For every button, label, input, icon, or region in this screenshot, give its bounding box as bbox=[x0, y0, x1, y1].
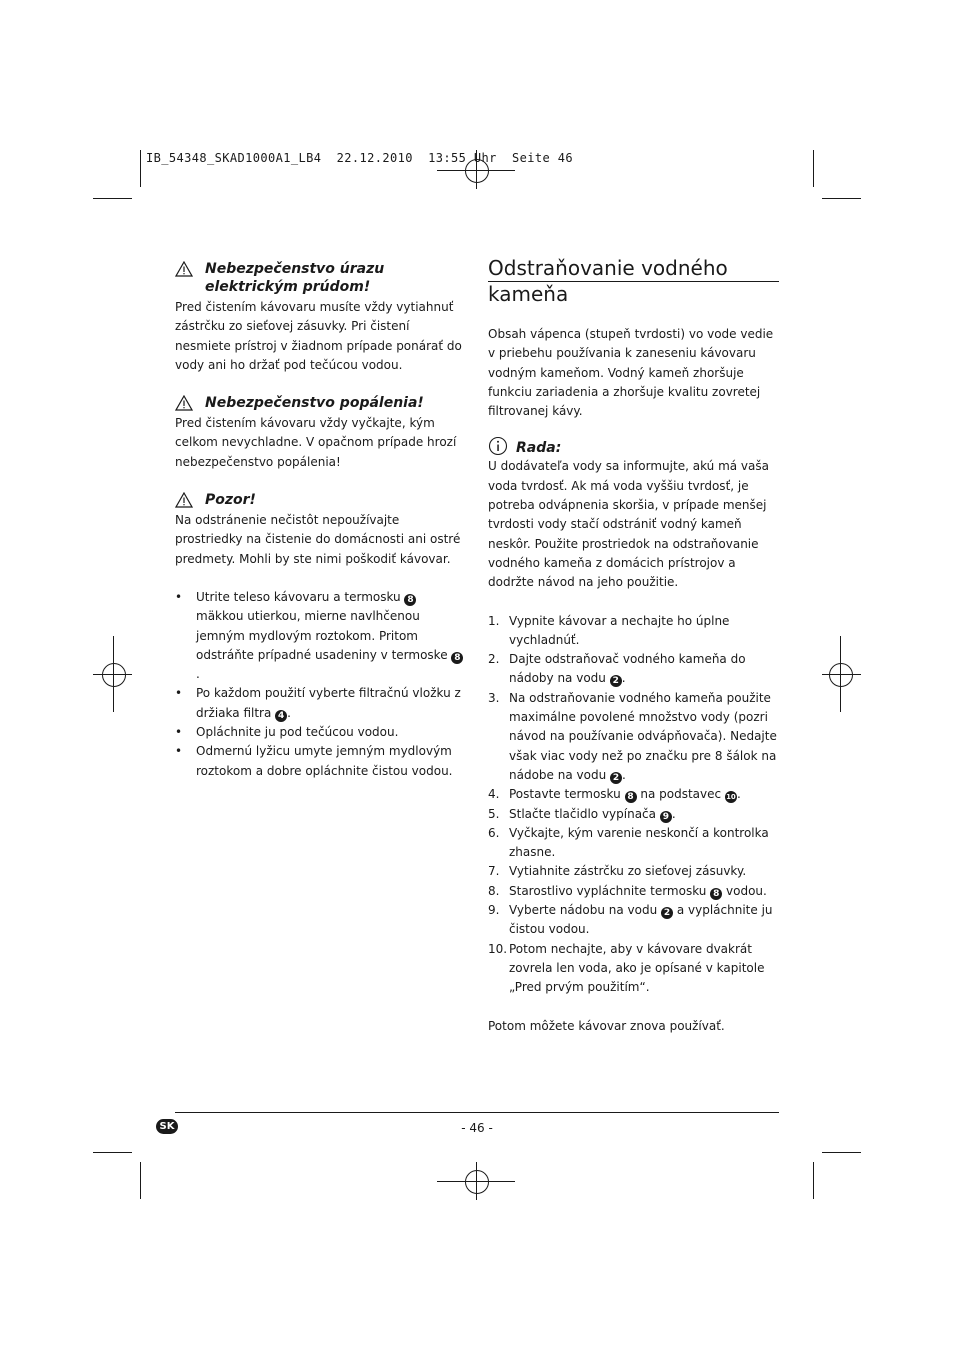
title-rule bbox=[488, 281, 779, 282]
part-badge: 10 bbox=[726, 793, 736, 802]
info-icon bbox=[488, 436, 508, 456]
list-item: 8. Starostlivo vypláchnite termosku 8 vodou. bbox=[488, 883, 767, 899]
section-burn bbox=[175, 394, 467, 472]
section-heading: Nebezpečenstvo úrazu elektrickým prúdom! bbox=[205, 261, 385, 295]
page-number: - 46 - bbox=[461, 1121, 493, 1135]
list-item: • Opláchnite ju pod tečúcou vodou. bbox=[175, 725, 399, 740]
part-badge: 8 bbox=[404, 594, 416, 606]
part-badge: 8 bbox=[625, 791, 637, 803]
list-item: 5. Stlačte tlačidlo vypínača 9 . bbox=[488, 806, 676, 822]
print-slug: IB_54348_SKAD1000A1_LB4 22.12.2010 13:55 Uhr Seite 46 bbox=[146, 151, 573, 165]
list-item: 6. Vyčkajte, kým varenie neskončí a kontrolka zhasne. bbox=[488, 825, 769, 860]
list-item: 3. Na odstraňovanie vodného kameňa použite maximálne povolené množstvo vody (pozri návod na používanie odvápňovača). Nedajte však viac vody než po značku pre 8 šálok na nádobe na vodu 2 . bbox=[488, 690, 777, 783]
tip-heading: Rada: bbox=[516, 440, 562, 457]
list-item: 1. Vypnite kávovar a nechajte ho úplne vychladnúť. bbox=[488, 613, 730, 647]
language-badge: SK bbox=[156, 1119, 178, 1134]
warning-icon bbox=[175, 492, 193, 508]
list-item: 10. Potom nechajte, aby v kávovare dvakrát zovrela len voda, ako je opísané v kapitole „Pred prvým použitím“. bbox=[488, 941, 765, 995]
closing-text: Potom môžete kávovar znova používať. bbox=[488, 1018, 725, 1033]
left-column bbox=[175, 260, 467, 781]
part-badge: 8 bbox=[451, 652, 463, 664]
list-item: 4. Postavte termosku 8 na podstavec 10. bbox=[488, 787, 741, 803]
section-caution bbox=[175, 491, 467, 569]
right-column bbox=[488, 255, 779, 1036]
tip-section bbox=[488, 439, 779, 592]
descaling-steps bbox=[488, 612, 779, 998]
part-badge: 4 bbox=[275, 710, 287, 722]
page-title: Odstraňovanie vodného kameňa bbox=[488, 256, 728, 306]
footer-rule bbox=[175, 1112, 779, 1113]
tip-body: U dodávateľa vody sa informujte, akú má vaša voda tvrdosť. Ak má voda vyššiu tvrdosť, je potreba odvápnenia skoršia, v prípade menšej tvrdosti vody stačí odstrániť vodný kameň neskôr. Použite prostriedok na odstraňovanie vodného kameňa z domácich prístrojov a dodržte návod na jeho použitie. bbox=[488, 459, 769, 590]
list-item: 2. Dajte odstraňovač vodného kameňa do nádoby na vodu 2 . bbox=[488, 652, 746, 687]
section-body: Pred čistením kávovaru vždy vyčkajte, kým celkom nevychladne. V opačnom prípade hrozí nebezpečenstvo popálenia! bbox=[175, 416, 457, 469]
section-body: Na odstránenie nečistôt nepoužívajte prostriedky na čistenie do domácnosti ani ostré predmety. Mohli by ste nimi poškodiť kávovar. bbox=[175, 513, 461, 566]
part-badge: 2 bbox=[610, 675, 622, 687]
part-badge: 8 bbox=[710, 888, 722, 900]
section-body: Pred čistením kávovaru musíte vždy vytiahnuť zástrčku zo sieťovej zásuvky. Pri čistení nesmiete prístroj v žiadnom prípade ponárať do vody ani ho držať pod tečúcou vodou. bbox=[175, 300, 462, 372]
section-heading: Pozor! bbox=[205, 492, 256, 509]
part-badge: 2 bbox=[661, 907, 673, 919]
list-item: • Utrite teleso kávovaru a termosku 8 mäkkou utierkou, mierne navlhčenou jemným mydlovým roztokom. Pritom odstráňte prípadné usadeniny v termoske 8. bbox=[175, 588, 467, 684]
list-item: • Odmernú lyžicu umyte jemným mydlovým roztokom a dobre opláchnite čistou vodou. bbox=[175, 744, 453, 778]
list-item: 9. Vyberte nádobu na vodu 2 a vypláchnite ju čistou vodou. bbox=[488, 903, 773, 937]
part-badge: 9 bbox=[660, 811, 672, 823]
list-item: • Po každom použití vyberte filtračnú vložku z držiaka filtra 4 . bbox=[175, 686, 461, 721]
list-item: 7. Vytiahnite zástrčku zo sieťovej zásuvky. bbox=[488, 864, 747, 879]
part-badge: 2 bbox=[610, 772, 622, 784]
section-heading: Nebezpečenstvo popálenia! bbox=[205, 395, 424, 412]
warning-icon bbox=[175, 395, 193, 411]
warning-icon bbox=[175, 261, 193, 277]
intro-text: Obsah vápenca (stupeň tvrdosti) vo vode vedie v priebehu používania k zaneseniu kávovaru vodným kameňom. Vodný kameň zhoršuje funkciu zariadenia a zhoršuje kvalitu zovretej filtrovanej kávy. bbox=[488, 327, 774, 419]
section-electric-shock bbox=[175, 260, 467, 375]
cleaning-list bbox=[175, 588, 467, 781]
